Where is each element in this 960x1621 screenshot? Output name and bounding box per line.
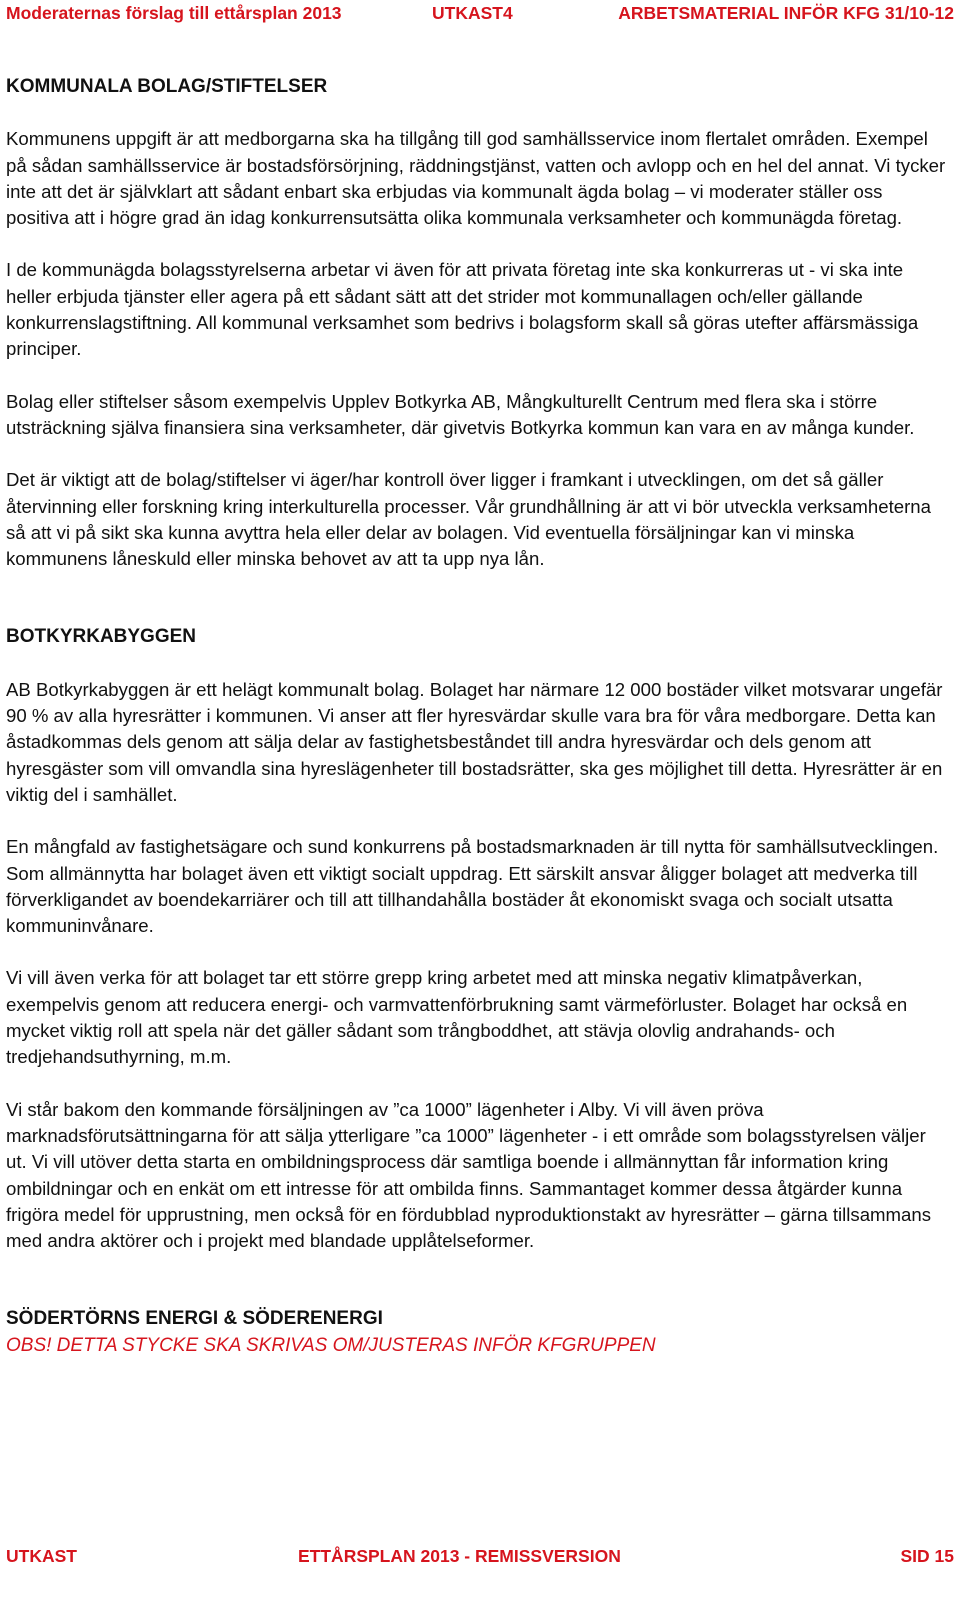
paragraph: AB Botkyrkabyggen är ett helägt kommunalt bolag. Bolaget har närmare 12 000 bostäder vilket motsvarar ungefär 90 % av alla hyresrätter i kommunen. Vi anser att fler hyresvärdar skulle vara bra för våra medborgare. Detta kan åstadkommas dels genom att sälja delar av fastighetsbeståndet till andra hyresvärdar och dels genom att hyresgäster som vill omvandla sina hyreslägenheter till bostadsrätter, ska ges möjlighet till detta. Hyresrätter är en viktig del i samhället. (6, 678, 943, 805)
revision-note: OBS! DETTA STYCKE SKA SKRIVAS OM/JUSTERAS INFÖR KFGRUPPEN (6, 1334, 656, 1356)
header-work-material-label: ARBETSMATERIAL INFÖR KFG 31/10-12 (618, 3, 954, 23)
paragraph: I de kommunägda bolagsstyrelserna arbetar vi även för att privata företag inte ska konkurreras ut - vi ska inte heller erbjuda tjänster eller agera på ett sådant sätt att det strider mot kommunallagen och/eller gällande konkurrenslagstiftning. All kommunal verksamhet som bedrivs i bolagsform skall så göras utefter affärsmässiga principer. (6, 259, 919, 360)
paragraph: Bolag eller stiftelser såsom exempelvis Upplev Botkyrka AB, Mångkulturellt Centrum med flera ska i större utsträckning själva finansiera sina verksamheter, där givetvis Botkyrka kommun kan vara en av många kunder. (6, 390, 915, 438)
page-footer (6, 1546, 954, 1570)
paragraph: Kommunens uppgift är att medborgarna ska ha tillgång till god samhällsservice inom flertalet områden. Exempel på sådan samhällsservice är bostadsförsörjning, räddningstjänst, vatten och avlopp och en hel del annat. Vi tycker inte att det är självklart att sådant enbart ska erbjudas via kommunalt ägda bolag – vi moderater ställer oss positiva att i högre grad än idag konkurrensutsätta olika kommunala verksamheter och kommunägda företag. (6, 128, 946, 229)
footer-draft-label: UTKAST (6, 1546, 77, 1566)
paragraph: Vi står bakom den kommande försäljningen av ”ca 1000” lägenheter i Alby. Vi vill även pröva marknadsförutsättningarna för att sälja ytterligare ”ca 1000” lägenheter - i ett område som bolagsstyrelsen väljer ut. Vi vill utöver detta starta en ombildningsprocess där samtliga boende i allmännyttan får information kring ombildningar och en enkät om ett intresse för att ombilda finns. Sammantaget kommer dessa åtgärder kunna frigöra medel för upprustning, men också för en fördubblad nyproduktionstakt av hyresrätter – gärna tillsammans med andra aktörer och i projekt med blandade upplåtelseformer. (6, 1098, 931, 1252)
header-document-title: Moderaternas förslag till ettårsplan 2013 (6, 3, 342, 23)
header-draft-label: UTKAST4 (432, 3, 513, 23)
paragraph: En mångfald av fastighetsägare och sund konkurrens på bostadsmarknaden är till nytta för samhällsutvecklingen. Som allmännytta har bolaget även ett viktigt socialt uppdrag. Ett särskilt ansvar åligger bolaget att medverka till förverkligandet av boendekarriärer och till att tillhandahålla bostäder åt ekonomiskt svaga och socialt utsatta kommuninvånare. (6, 836, 939, 937)
section-heading-botkyrkabyggen: BOTKYRKABYGGEN (6, 626, 197, 648)
section-heading-kommunala-bolag: KOMMUNALA BOLAG/STIFTELSER (6, 76, 328, 97)
paragraph: Vi vill även verka för att bolaget tar ett större grepp kring arbetet med att minska negativ klimatpåverkan, exempelvis genom att reducera energi- och varmvattenförbrukning samt värmeförluster. Bolaget har också en mycket viktig roll att spela när det gäller sådant som trångboddhet, att stävja olovlig andrahands- och tredjehandsuthyrning, m.m. (6, 967, 908, 1068)
document-body (6, 74, 946, 1359)
footer-document-version: ETTÅRSPLAN 2013 - REMISSVERSION (298, 1546, 621, 1566)
page-header (6, 3, 954, 29)
paragraph: Det är viktigt att de bolag/stiftelser vi äger/har kontroll över ligger i framkant i utvecklingen, om det så gäller återvinning eller forskning kring interkulturella processer. Vår grundhållning är att vi bör utveckla verksamheterna så att vi på sikt ska kunna avyttra hela eller delar av bolagen. Vid eventuella försäljningar kan vi minska kommunens låneskuld eller minska behovet av att ta upp nya lån. (6, 469, 931, 570)
section-heading-sodertorns-energi: SÖDERTÖRNS ENERGI & SÖDERENERGI (6, 1308, 383, 1330)
footer-page-number: SID 15 (900, 1546, 954, 1566)
